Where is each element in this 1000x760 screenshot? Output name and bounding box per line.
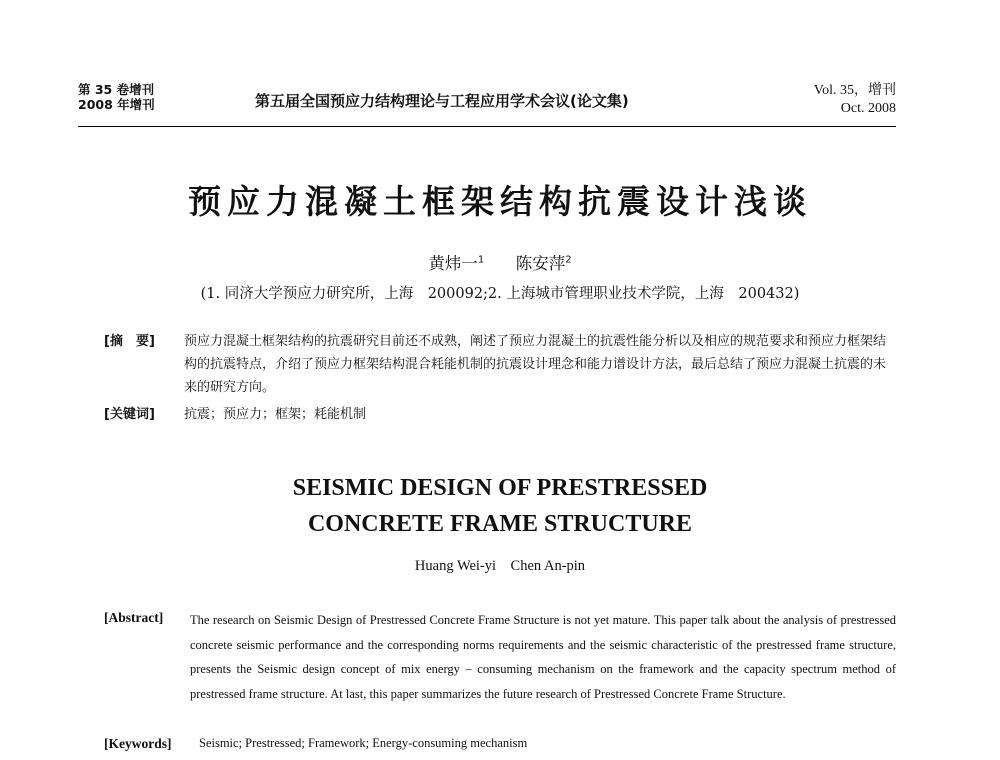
keywords-label-en: [Keywords] <box>104 736 172 751</box>
journal-year-cn: 2008 年增刊 <box>78 97 155 112</box>
author-1-name: 黄炜一 <box>428 254 478 273</box>
paper-title-en-line2: CONCRETE FRAME STRUCTURE <box>307 511 693 537</box>
journal-volume-line: Vol. 35，增刊 <box>813 83 896 98</box>
conference-title: 第五届全国预应力结构理论与工程应用学术会议(论文集) <box>255 92 629 110</box>
keywords-text-en: Seismic; Prestressed; Framework; Energy-consuming mechanism <box>199 736 528 750</box>
journal-volume-info <box>78 82 155 112</box>
author-2-affil-mark: 2 <box>565 254 572 266</box>
paper-title-cn: 预应力混凝土框架结构抗震设计浅谈 <box>188 182 812 221</box>
journal-volume-cn: 第 35 卷增刊 <box>78 82 155 97</box>
paper-title-en <box>0 470 1000 542</box>
author-1-affil-mark: 1 <box>477 254 485 266</box>
paper-title-en-line1: SEISMIC DESIGN OF PRESTRESSED <box>292 475 708 501</box>
journal-date-line: Oct. 2008 <box>840 101 896 116</box>
authors-cn <box>0 250 1000 274</box>
abstract-label-cn: [摘 要] <box>104 334 155 349</box>
header-divider <box>78 126 896 127</box>
keywords-text-cn: 抗震；预应力；框架；耗能机制 <box>184 407 367 422</box>
abstract-text-cn: 预应力混凝土框架结构的抗震研究目前还不成熟，阐述了预应力混凝土的抗震性能分析以及相应的规范要求和预应力框架结构的抗震特点，介绍了预应力框架结构混合耗能机制的抗震设计理念和能力谱设计方法，最后总结了预应力混凝土抗震的未来的研究方向。 <box>184 334 887 395</box>
journal-volume-en <box>814 82 896 118</box>
affiliations-cn: (1. 同济大学预应力研究所，上海 200092;2. 上海城市管理职业技术学院，上海 200432) <box>200 286 800 302</box>
keywords-label-cn: [关键词] <box>104 407 155 422</box>
authors-en: Huang Wei-yi Chen An-pin <box>414 558 586 574</box>
abstract-label-en: [Abstract] <box>104 610 164 625</box>
abstract-text-en: The research on Seismic Design of Prestressed Concrete Frame Structure is not yet mature. This paper talk about the analysis of prestressed concrete seismic performance and the corresponding norms requirements and the seismic characteristic of the prestressed frame structure, presents the Seismic design concept of mix energy – consuming mechanism on the framework and the capacity spectrum method of prestressed frame structure. At last, this paper summarizes the future research of Prestressed Concrete Frame Structure. <box>190 613 896 701</box>
author-2-name: 陈安萍 <box>515 254 566 273</box>
